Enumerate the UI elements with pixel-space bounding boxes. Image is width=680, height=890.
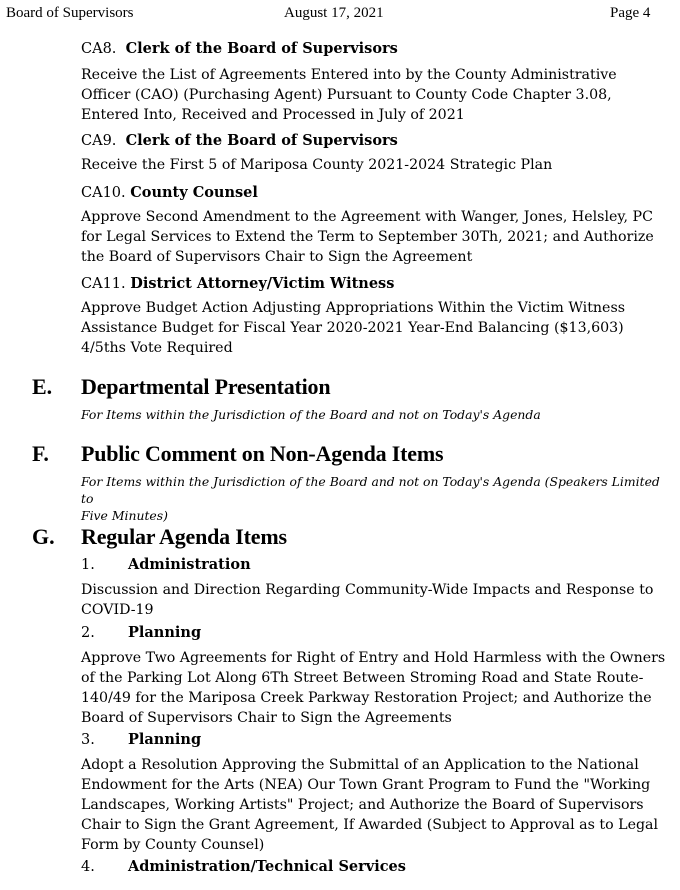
section-e-letter: E. bbox=[32, 374, 53, 399]
section-f-letter: F. bbox=[32, 441, 49, 466]
consent-item-ca11-description bbox=[81, 298, 666, 358]
item-title: District Attorney/Victim Witness bbox=[130, 275, 395, 292]
consent-item-ca11-heading bbox=[81, 275, 394, 292]
description-line: Approve Two Agreements for Right of Entry and Hold Harmless with the Owners bbox=[81, 650, 666, 666]
section-e-note bbox=[81, 406, 666, 423]
description-line: the Board of Supervisors Chair to Sign the Agreement bbox=[81, 249, 473, 265]
item-title: Clerk of the Board of Supervisors bbox=[125, 40, 398, 57]
description-line: COVID-19 bbox=[81, 602, 154, 618]
regular-item-2-description bbox=[81, 648, 666, 728]
regular-item-3-description bbox=[81, 755, 666, 855]
item-number: 3. bbox=[81, 732, 95, 748]
section-f-note bbox=[81, 473, 666, 524]
regular-item-2-heading bbox=[81, 624, 201, 641]
item-code: CA10. bbox=[81, 185, 126, 201]
consent-item-ca10-description bbox=[81, 207, 666, 267]
item-number: 2. bbox=[81, 625, 95, 641]
description-line: 4/5ths Vote Required bbox=[81, 340, 233, 356]
regular-item-1-heading bbox=[81, 556, 251, 573]
item-code: CA8. bbox=[81, 41, 117, 57]
description-line: Approve Budget Action Adjusting Appropriations Within the Victim Witness bbox=[81, 300, 626, 316]
note-line: For Items within the Jurisdiction of the Board and not on Today's Agenda (Speakers Limited to bbox=[81, 474, 660, 506]
description-line: Entered Into, Received and Processed in July of 2021 bbox=[81, 107, 465, 123]
consent-item-ca8-heading bbox=[81, 40, 398, 57]
regular-item-4-heading bbox=[81, 858, 406, 875]
item-title: Planning bbox=[128, 731, 202, 748]
consent-item-ca9-description bbox=[81, 155, 666, 175]
header-date: August 17, 2021 bbox=[284, 5, 384, 21]
header-board-name: Board of Supervisors bbox=[6, 5, 134, 21]
header-page-number: Page 4 bbox=[610, 5, 651, 21]
description-line: for Legal Services to Extend the Term to September 30Th, 2021; and Authorize bbox=[81, 229, 654, 245]
description-line: Assistance Budget for Fiscal Year 2020-2021 Year-End Balancing ($13,603) bbox=[81, 320, 624, 336]
item-title: County Counsel bbox=[130, 184, 258, 201]
item-title: Administration/Technical Services bbox=[128, 858, 406, 875]
regular-item-1-description bbox=[81, 580, 666, 620]
description-line: of the Parking Lot Along 6Th Street Between Stroming Road and State Route- bbox=[81, 670, 644, 686]
consent-item-ca9-heading bbox=[81, 132, 398, 149]
description-line: Landscapes, Working Artists" Project; and Authorize the Board of Supervisors bbox=[81, 797, 644, 813]
item-code: CA9. bbox=[81, 133, 117, 149]
description-line: Adopt a Resolution Approving the Submittal of an Application to the National bbox=[81, 757, 639, 773]
description-line: Form by County Counsel) bbox=[81, 837, 265, 853]
consent-item-ca8-description bbox=[81, 65, 666, 125]
description-line: Endowment for the Arts (NEA) Our Town Grant Program to Fund the "Working bbox=[81, 777, 651, 793]
item-number: 1. bbox=[81, 557, 95, 573]
note-line: Five Minutes) bbox=[81, 508, 168, 523]
section-e-title: Departmental Presentation bbox=[81, 374, 331, 399]
section-g-title: Regular Agenda Items bbox=[81, 524, 287, 549]
description-line: Receive the List of Agreements Entered into by the County Administrative bbox=[81, 67, 617, 83]
description-line: Receive the First 5 of Mariposa County 2021-2024 Strategic Plan bbox=[81, 157, 553, 173]
item-title: Clerk of the Board of Supervisors bbox=[125, 132, 398, 149]
description-line: Board of Supervisors Chair to Sign the Agreements bbox=[81, 710, 452, 726]
item-title: Planning bbox=[128, 624, 202, 641]
section-g-letter: G. bbox=[32, 524, 55, 549]
note-line: For Items within the Jurisdiction of the Board and not on Today's Agenda bbox=[81, 407, 541, 422]
item-number: 4. bbox=[81, 859, 95, 875]
item-title: Administration bbox=[128, 556, 251, 573]
description-line: Approve Second Amendment to the Agreement with Wanger, Jones, Helsley, PC bbox=[81, 209, 653, 225]
description-line: Officer (CAO) (Purchasing Agent) Pursuant to County Code Chapter 3.08, bbox=[81, 87, 612, 103]
description-line: Discussion and Direction Regarding Community-Wide Impacts and Response to bbox=[81, 582, 654, 598]
description-line: Chair to Sign the Grant Agreement, If Awarded (Subject to Approval as to Legal bbox=[81, 817, 659, 833]
item-code: CA11. bbox=[81, 276, 126, 292]
section-f-title: Public Comment on Non-Agenda Items bbox=[81, 441, 444, 466]
consent-item-ca10-heading bbox=[81, 184, 258, 201]
regular-item-3-heading bbox=[81, 731, 201, 748]
description-line: 140/49 for the Mariposa Creek Parkway Restoration Project; and Authorize the bbox=[81, 690, 652, 706]
